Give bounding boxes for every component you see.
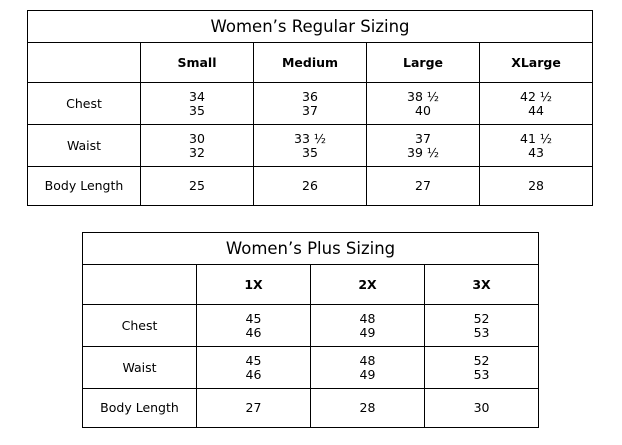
value-line: 35 (189, 102, 205, 118)
plus-header-2x: 2X (311, 265, 425, 305)
value-cell (254, 83, 367, 125)
value-line: 33 ½ (294, 130, 326, 146)
regular-corner-cell (28, 43, 141, 83)
value-line: 49 (359, 324, 376, 340)
value-line: 37 (415, 130, 431, 146)
value-line: 32 (189, 144, 205, 160)
value-line: 48 (359, 352, 376, 368)
value-line: 53 (473, 366, 490, 382)
value-cell: 26 (254, 167, 367, 206)
value-cell (425, 347, 539, 389)
value-line: 49 (359, 366, 376, 382)
value-line: 52 (473, 310, 490, 326)
value-line: 41 ½ (520, 130, 553, 146)
value-cell (480, 83, 593, 125)
table-row (83, 347, 539, 389)
value-cell (197, 347, 311, 389)
value-line: 53 (473, 324, 490, 340)
plus-header-3x: 3X (425, 265, 539, 305)
value-cell (254, 125, 367, 167)
value-line: 44 (528, 102, 544, 118)
value-cell: 28 (311, 389, 425, 428)
value-line: 36 (302, 88, 318, 104)
value-line: 38 ½ (407, 88, 439, 104)
plus-table-title: Women’s Plus Sizing (83, 233, 539, 265)
value-cell (367, 125, 480, 167)
value-cell: 25 (141, 167, 254, 206)
value-line: 40 (415, 102, 431, 118)
row-label-body-length: Body Length (83, 389, 197, 428)
value-cell (311, 305, 425, 347)
value-cell (197, 305, 311, 347)
value-cell (367, 83, 480, 125)
regular-header-xlarge: XLarge (480, 43, 593, 83)
regular-header-large: Large (367, 43, 480, 83)
plus-header-1x: 1X (197, 265, 311, 305)
regular-header-small: Small (141, 43, 254, 83)
table-row (83, 305, 539, 347)
row-label-chest: Chest (28, 83, 141, 125)
value-cell (141, 125, 254, 167)
regular-sizing-table (27, 10, 593, 206)
value-cell: 27 (197, 389, 311, 428)
value-line: 43 (528, 144, 544, 160)
value-cell: 28 (480, 167, 593, 206)
value-line: 37 (302, 102, 318, 118)
value-line: 35 (302, 144, 318, 160)
table-row (28, 167, 593, 206)
value-line: 52 (473, 352, 490, 368)
value-cell: 30 (425, 389, 539, 428)
value-line: 39 ½ (407, 144, 439, 160)
regular-table-title: Women’s Regular Sizing (28, 11, 593, 43)
value-line: 34 (189, 88, 205, 104)
plus-corner-cell (83, 265, 197, 305)
row-label-waist: Waist (28, 125, 141, 167)
value-line: 46 (245, 366, 262, 382)
plus-sizing-table (82, 232, 539, 428)
table-row (28, 125, 593, 167)
value-cell (141, 83, 254, 125)
value-cell: 27 (367, 167, 480, 206)
row-label-waist: Waist (83, 347, 197, 389)
value-line: 42 ½ (520, 88, 553, 104)
value-cell (311, 347, 425, 389)
value-line: 45 (245, 352, 262, 368)
value-line: 45 (245, 310, 262, 326)
value-line: 30 (189, 130, 205, 146)
regular-header-medium: Medium (254, 43, 367, 83)
table-row (28, 83, 593, 125)
value-cell (480, 125, 593, 167)
value-line: 46 (245, 324, 262, 340)
value-line: 48 (359, 310, 376, 326)
row-label-chest: Chest (83, 305, 197, 347)
value-cell (425, 305, 539, 347)
table-row (83, 389, 539, 428)
row-label-body-length: Body Length (28, 167, 141, 206)
